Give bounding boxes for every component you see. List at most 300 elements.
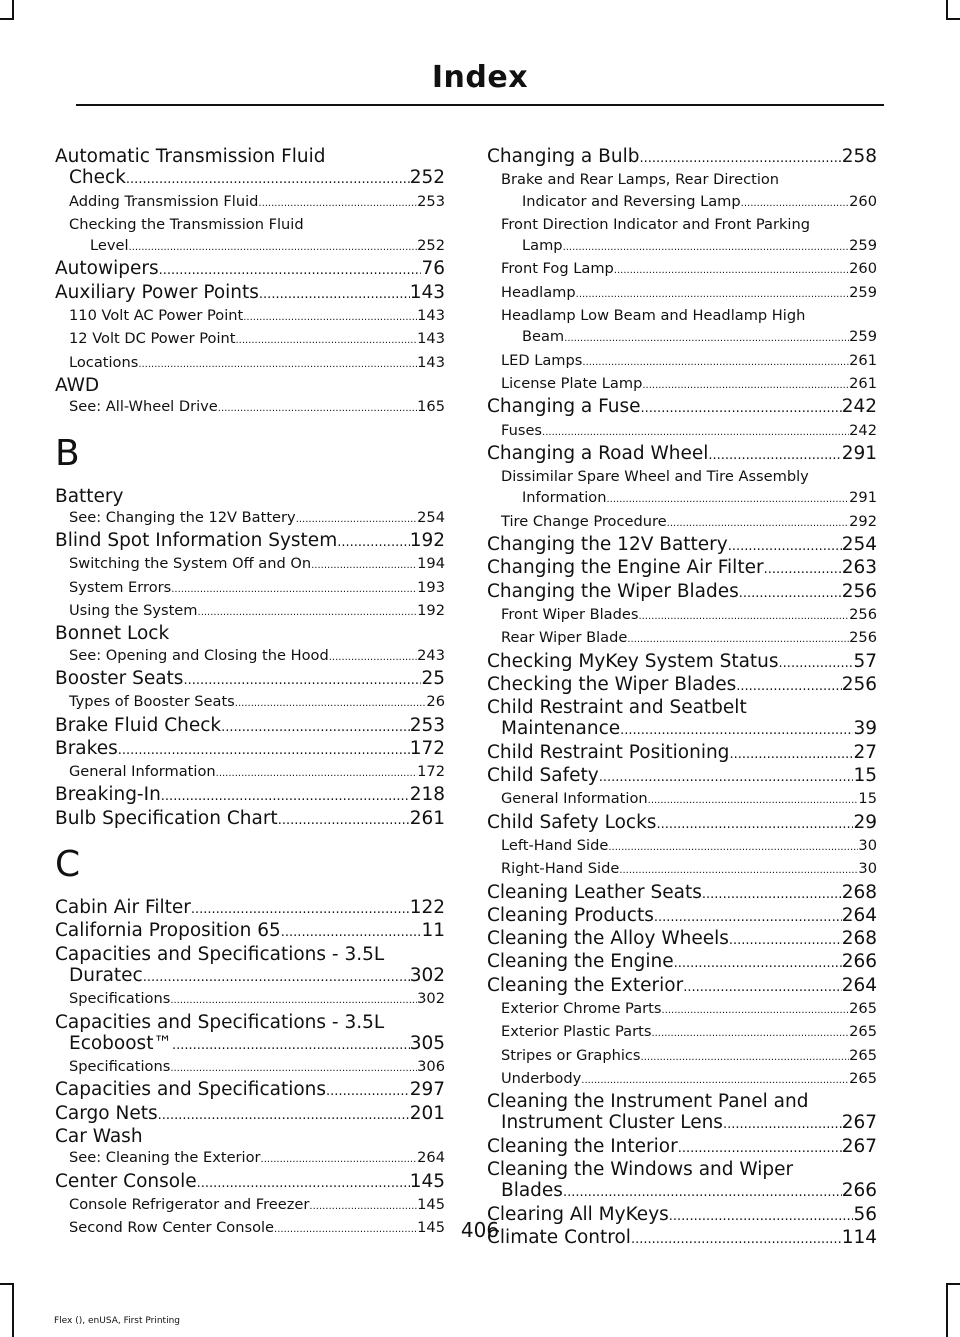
index-entry	[55, 784, 445, 807]
dot-leader	[126, 167, 410, 190]
entry-page-number: 265	[849, 1069, 877, 1087]
dot-leader	[191, 897, 410, 920]
entry-label: Cargo Nets	[55, 1102, 158, 1124]
index-subentry	[55, 988, 445, 1011]
entry-page-number: 218	[409, 784, 445, 806]
entry-label: Locations	[69, 353, 139, 371]
index-entry	[55, 1079, 445, 1102]
index-subentry	[487, 835, 877, 858]
entry-page-number: 265	[849, 1046, 877, 1064]
entry-label: System Errors	[69, 578, 172, 596]
entry-label: Console Refrigerator and Freezer	[69, 1195, 310, 1213]
entry-label: Cleaning the Exterior	[487, 974, 684, 996]
index-entry	[487, 905, 877, 928]
index-entry	[487, 146, 877, 169]
index-subentry	[55, 191, 445, 214]
dot-leader	[599, 765, 854, 788]
entry-page-number: 292	[849, 512, 877, 530]
entry-label: Cleaning Products	[487, 904, 654, 926]
entry-page-number: 254	[841, 534, 877, 556]
index-entry	[487, 1136, 877, 1159]
entry-label: Changing the Engine Air Filter	[487, 557, 764, 579]
dot-leader	[171, 577, 417, 600]
entry-label: Changing the 12V Battery	[487, 534, 728, 556]
entry-label: Booster Seats	[55, 667, 184, 689]
dot-leader	[197, 1171, 410, 1194]
index-entry	[487, 1180, 877, 1203]
entry-page-number: 15	[853, 765, 877, 787]
entry-page-number: 143	[417, 353, 445, 371]
dot-leader	[667, 511, 849, 534]
dot-leader	[779, 651, 854, 674]
entry-label: Duratec	[69, 964, 143, 986]
dot-leader	[198, 600, 418, 623]
entry-label: Cleaning Leather Seats	[487, 881, 702, 903]
entry-page-number: 264	[417, 1149, 445, 1167]
index-entry	[55, 668, 445, 691]
dot-leader	[729, 928, 842, 951]
entry-page-number: 256	[849, 629, 877, 647]
entry-page-number: 302	[417, 990, 445, 1008]
entry-label: Climate Control	[487, 1226, 631, 1248]
dot-leader	[614, 258, 849, 281]
index-entry	[487, 396, 877, 419]
index-subentry	[487, 604, 877, 627]
entry-page-number: 145	[417, 1219, 445, 1237]
entry-page-number: 143	[417, 330, 445, 348]
index-entry-heading: Capacities and Specifications - 3.5L	[55, 1011, 385, 1033]
entry-label: Indicator and Reversing Lamp	[522, 192, 741, 210]
entry-page-number: 165	[417, 398, 445, 416]
index-entry-heading: Checking the Transmission Fluid	[69, 215, 304, 233]
index-subentry	[487, 1045, 877, 1068]
dot-leader	[729, 742, 853, 765]
entry-label: Front Fog Lamp	[501, 260, 614, 278]
dot-leader	[259, 282, 410, 305]
dot-leader	[337, 530, 409, 553]
entry-label: Checking the Wiper Blades	[487, 673, 737, 695]
index-subentry	[487, 235, 877, 258]
entry-page-number: 242	[849, 421, 877, 439]
dot-leader	[648, 788, 859, 811]
index-entry	[487, 651, 877, 674]
index-subentry	[487, 282, 877, 305]
entry-page-number: 25	[421, 667, 445, 689]
entry-page-number: 39	[853, 718, 877, 740]
index-entry	[55, 715, 445, 738]
entry-label: Auxiliary Power Points	[55, 281, 259, 303]
entry-label: Blind Spot Information System	[55, 530, 338, 552]
dot-leader	[281, 920, 422, 943]
entry-label: Checking MyKey System Status	[487, 650, 779, 672]
entry-page-number: 291	[849, 489, 877, 507]
entry-page-number: 143	[409, 281, 445, 303]
entry-page-number: 267	[841, 1135, 877, 1157]
entry-label: See: All-Wheel Drive	[69, 398, 218, 416]
dot-leader	[576, 282, 850, 305]
entry-label: Changing a Bulb	[487, 146, 640, 167]
index-entry-heading: Child Restraint and Seatbelt	[487, 697, 747, 719]
index-entry-heading: Car Wash	[55, 1125, 143, 1147]
dot-leader	[639, 146, 841, 169]
index-entry-heading: Headlamp Low Beam and Headlamp High	[501, 307, 806, 325]
entry-page-number: 172	[417, 763, 445, 781]
dot-leader	[656, 812, 853, 835]
footer-note: Flex (), enUSA, First Printing	[54, 1316, 180, 1326]
index-subentry	[55, 577, 445, 600]
entry-label: See: Changing the 12V Battery	[69, 508, 296, 526]
dot-leader	[158, 1103, 410, 1126]
dot-leader	[542, 420, 849, 443]
entry-page-number: 30	[858, 860, 877, 878]
index-subentry	[55, 691, 445, 714]
entry-label: See: Opening and Closing the Hood	[69, 646, 329, 664]
dot-leader	[708, 443, 841, 466]
entry-page-number: 259	[849, 328, 877, 346]
dot-leader	[326, 1079, 410, 1102]
entry-label: Left-Hand Side	[501, 836, 609, 854]
index-entry	[487, 765, 877, 788]
dot-leader	[143, 965, 410, 988]
entry-label: Changing a Road Wheel	[487, 442, 709, 464]
entry-page-number: 253	[409, 714, 445, 736]
index-entry-heading: Cleaning the Windows and Wiper	[487, 1159, 794, 1181]
crop-mark	[0, 1283, 14, 1285]
index-subentry	[487, 788, 877, 811]
index-entry	[55, 1171, 445, 1194]
entry-page-number: 114	[841, 1226, 877, 1248]
entry-page-number: 268	[841, 928, 877, 950]
entry-label: LED Lamps	[501, 351, 583, 369]
dot-leader	[235, 328, 417, 351]
index-entry	[487, 951, 877, 974]
dot-leader	[683, 975, 842, 998]
index-entry-heading: Bonnet Lock	[55, 623, 170, 645]
entry-label: Changing a Fuse	[487, 396, 641, 418]
entry-label: Tire Change Procedure	[501, 512, 667, 530]
dot-leader	[606, 487, 849, 510]
entry-label: Child Safety Locks	[487, 811, 657, 833]
index-subentry	[487, 1021, 877, 1044]
index-section-letter: C	[55, 844, 81, 886]
index-subentry	[55, 507, 445, 530]
entry-page-number: 145	[417, 1195, 445, 1213]
entry-label: Cabin Air Filter	[55, 897, 191, 919]
crop-mark	[12, 1283, 14, 1337]
entry-page-number: 265	[849, 999, 877, 1017]
dot-leader	[678, 1136, 842, 1159]
entry-label: Cleaning the Engine	[487, 951, 674, 973]
entry-page-number: 268	[841, 881, 877, 903]
index-entry	[55, 1103, 445, 1126]
dot-leader	[235, 691, 427, 714]
entry-label: Autowipers	[55, 258, 159, 280]
dot-leader	[638, 604, 849, 627]
entry-page-number: 192	[417, 602, 445, 620]
dot-leader	[118, 738, 410, 761]
index-subentry	[55, 645, 445, 668]
dot-leader	[641, 1045, 850, 1068]
entry-page-number: 243	[417, 646, 445, 664]
entry-label: Beam	[522, 328, 565, 346]
entry-label: 12 Volt DC Power Point	[69, 330, 236, 348]
entry-label: Second Row Center Console	[69, 1219, 275, 1237]
entry-label: Stripes or Graphics	[501, 1046, 641, 1064]
index-entry	[487, 443, 877, 466]
index-entry	[55, 258, 445, 281]
index-entry-heading: Cleaning the Instrument Panel and	[487, 1091, 809, 1113]
entry-page-number: 260	[849, 260, 877, 278]
dot-leader	[159, 258, 422, 281]
entry-label: Maintenance	[501, 718, 621, 740]
entry-page-number: 256	[841, 580, 877, 602]
entry-page-number: 267	[841, 1112, 877, 1134]
index-entry	[55, 530, 445, 553]
entry-page-number: 260	[849, 192, 877, 210]
entry-label: Underbody	[501, 1069, 582, 1087]
entry-page-number: 259	[849, 237, 877, 255]
dot-leader	[620, 718, 853, 741]
index-subentry	[487, 1068, 877, 1091]
entry-label: Front Wiper Blades	[501, 605, 639, 623]
entry-label: Exterior Plastic Parts	[501, 1023, 652, 1041]
index-entry	[55, 738, 445, 761]
dot-leader	[564, 326, 849, 349]
dot-leader	[563, 1180, 842, 1203]
entry-page-number: 57	[853, 650, 877, 672]
entry-label: License Plate Lamp	[501, 374, 643, 392]
entry-page-number: 254	[417, 508, 445, 526]
entry-page-number: 122	[409, 897, 445, 919]
dot-leader	[161, 784, 410, 807]
entry-label: General Information	[69, 763, 216, 781]
index-entry	[487, 742, 877, 765]
dot-leader	[138, 352, 417, 375]
index-subentry	[487, 420, 877, 443]
index-entry	[55, 920, 445, 943]
entry-label: Child Safety	[487, 765, 599, 787]
dot-leader	[736, 674, 841, 697]
entry-label: Brakes	[55, 737, 118, 759]
dot-leader	[619, 858, 858, 881]
entry-page-number: 291	[841, 442, 877, 464]
entry-label: See: Cleaning the Exterior	[69, 1149, 261, 1167]
dot-leader	[641, 396, 842, 419]
dot-leader	[563, 235, 850, 258]
entry-page-number: 145	[409, 1170, 445, 1192]
index-entry-heading: Battery	[55, 485, 124, 507]
entry-label: Information	[522, 489, 607, 507]
entry-label: Cleaning the Interior	[487, 1135, 678, 1157]
entry-page-number: 306	[417, 1058, 445, 1076]
page-title: Index	[431, 60, 529, 95]
entry-page-number: 252	[409, 167, 445, 189]
entry-label: Using the System	[69, 602, 198, 620]
index-entry	[55, 965, 445, 988]
index-entry	[487, 882, 877, 905]
index-entry-heading: Automatic Transmission Fluid	[55, 146, 326, 167]
crop-mark	[946, 1283, 948, 1337]
entry-page-number: 256	[841, 673, 877, 695]
index-entry-heading: Dissimilar Spare Wheel and Tire Assembly	[501, 468, 809, 486]
header-divider	[76, 104, 884, 106]
index-entry-heading: Brake and Rear Lamps, Rear Direction	[501, 171, 780, 189]
crop-mark	[0, 18, 14, 20]
entry-label: Rear Wiper Blade	[501, 629, 628, 647]
entry-label: Breaking-In	[55, 784, 161, 806]
dot-leader	[741, 191, 849, 214]
index-subentry	[487, 373, 877, 396]
index-subentry	[487, 627, 877, 650]
entry-page-number: 194	[417, 555, 445, 573]
index-subentry	[487, 858, 877, 881]
entry-page-number: 263	[841, 557, 877, 579]
entry-label: Headlamp	[501, 283, 576, 301]
entry-page-number: 258	[841, 146, 877, 167]
dot-leader	[728, 534, 842, 557]
index-subentry	[55, 305, 445, 328]
index-subentry	[55, 235, 445, 258]
entry-label: Level	[90, 237, 129, 255]
entry-label: Lamp	[522, 237, 563, 255]
entry-label: 110 Volt AC Power Point	[69, 307, 244, 325]
index-entry-heading: Capacities and Specifications - 3.5L	[55, 943, 385, 965]
entry-page-number: 29	[853, 811, 877, 833]
index-entry	[487, 581, 877, 604]
index-entry	[55, 167, 445, 190]
index-entry	[487, 718, 877, 741]
dot-leader	[651, 1021, 849, 1044]
dot-leader	[627, 627, 849, 650]
index-subentry	[55, 600, 445, 623]
index-subentry	[55, 1056, 445, 1079]
entry-page-number: 264	[841, 904, 877, 926]
dot-leader	[258, 191, 417, 214]
entry-label: Capacities and Specifications	[55, 1079, 327, 1101]
dot-leader	[296, 507, 417, 530]
entry-page-number: 253	[417, 192, 445, 210]
crop-mark	[946, 0, 948, 20]
dot-leader	[311, 553, 417, 576]
dot-leader	[170, 1056, 417, 1079]
entry-page-number: 259	[849, 283, 877, 301]
dot-leader	[608, 835, 858, 858]
entry-label: Clearing All MyKeys	[487, 1203, 669, 1225]
entry-page-number: 26	[426, 693, 445, 711]
entry-label: Ecoboost™	[69, 1032, 172, 1054]
index-entry	[487, 534, 877, 557]
entry-page-number: 266	[841, 951, 877, 973]
entry-page-number: 76	[421, 258, 445, 280]
entry-label: Instrument Cluster Lens	[501, 1112, 723, 1134]
entry-page-number: 302	[409, 964, 445, 986]
entry-label: General Information	[501, 790, 648, 808]
entry-label: Specifications	[69, 1058, 171, 1076]
entry-page-number: 56	[853, 1203, 877, 1225]
entry-label: Changing the Wiper Blades	[487, 580, 739, 602]
entry-label: Cleaning the Alloy Wheels	[487, 928, 729, 950]
entry-label: Check	[69, 167, 126, 189]
dot-leader	[723, 1112, 842, 1135]
index-subentry	[487, 326, 877, 349]
dot-leader	[172, 1033, 410, 1056]
entry-page-number: 256	[849, 605, 877, 623]
entry-label: Blades	[501, 1180, 563, 1202]
index-entry	[487, 928, 877, 951]
entry-page-number: 266	[841, 1180, 877, 1202]
dot-leader	[582, 350, 849, 373]
entry-page-number: 11	[421, 920, 445, 942]
dot-leader	[309, 1194, 417, 1217]
crop-mark	[946, 1283, 960, 1285]
dot-leader	[278, 808, 410, 831]
entry-page-number: 172	[409, 737, 445, 759]
index-subentry	[487, 258, 877, 281]
page-number: 406	[460, 1218, 500, 1242]
index-subentry	[55, 1147, 445, 1170]
entry-page-number: 242	[841, 396, 877, 418]
index-subentry	[55, 761, 445, 784]
entry-page-number: 30	[858, 836, 877, 854]
dot-leader	[329, 645, 417, 668]
crop-mark	[946, 18, 960, 20]
entry-page-number: 264	[841, 974, 877, 996]
dot-leader	[218, 396, 417, 419]
entry-page-number: 305	[409, 1032, 445, 1054]
index-entry	[487, 812, 877, 835]
dot-leader	[581, 1068, 849, 1091]
dot-leader	[170, 988, 417, 1011]
dot-leader	[243, 305, 417, 328]
index-entry	[487, 1112, 877, 1135]
dot-leader	[661, 998, 849, 1021]
index-section-letter: B	[55, 432, 80, 474]
entry-page-number: 252	[417, 237, 445, 255]
entry-label: California Proposition 65	[55, 920, 281, 942]
entry-page-number: 15	[858, 790, 877, 808]
index-column-right	[487, 146, 877, 1250]
index-entry	[55, 1033, 445, 1056]
entry-label: Right-Hand Side	[501, 860, 620, 878]
entry-label: Types of Booster Seats	[69, 693, 235, 711]
dot-leader	[221, 715, 410, 738]
index-subentry	[487, 511, 877, 534]
index-entry-heading: AWD	[55, 374, 100, 396]
index-subentry	[487, 487, 877, 510]
index-subentry	[487, 191, 877, 214]
entry-label: Specifications	[69, 990, 171, 1008]
dot-leader	[129, 235, 418, 258]
entry-page-number: 143	[417, 307, 445, 325]
entry-label: Switching the System Off and On	[69, 555, 312, 573]
index-subentry	[487, 350, 877, 373]
dot-leader	[642, 373, 849, 396]
entry-page-number: 27	[853, 741, 877, 763]
index-subentry	[55, 352, 445, 375]
entry-label: Exterior Chrome Parts	[501, 999, 662, 1017]
dot-leader	[674, 951, 842, 974]
entry-page-number: 261	[409, 807, 445, 829]
entry-label: Child Restraint Positioning	[487, 741, 730, 763]
entry-label: Bulb Specification Chart	[55, 807, 278, 829]
dot-leader	[261, 1147, 418, 1170]
entry-page-number: 261	[849, 374, 877, 392]
entry-page-number: 192	[409, 530, 445, 552]
entry-label: Fuses	[501, 421, 543, 439]
dot-leader	[183, 668, 421, 691]
dot-leader	[764, 557, 842, 580]
entry-page-number: 297	[409, 1079, 445, 1101]
